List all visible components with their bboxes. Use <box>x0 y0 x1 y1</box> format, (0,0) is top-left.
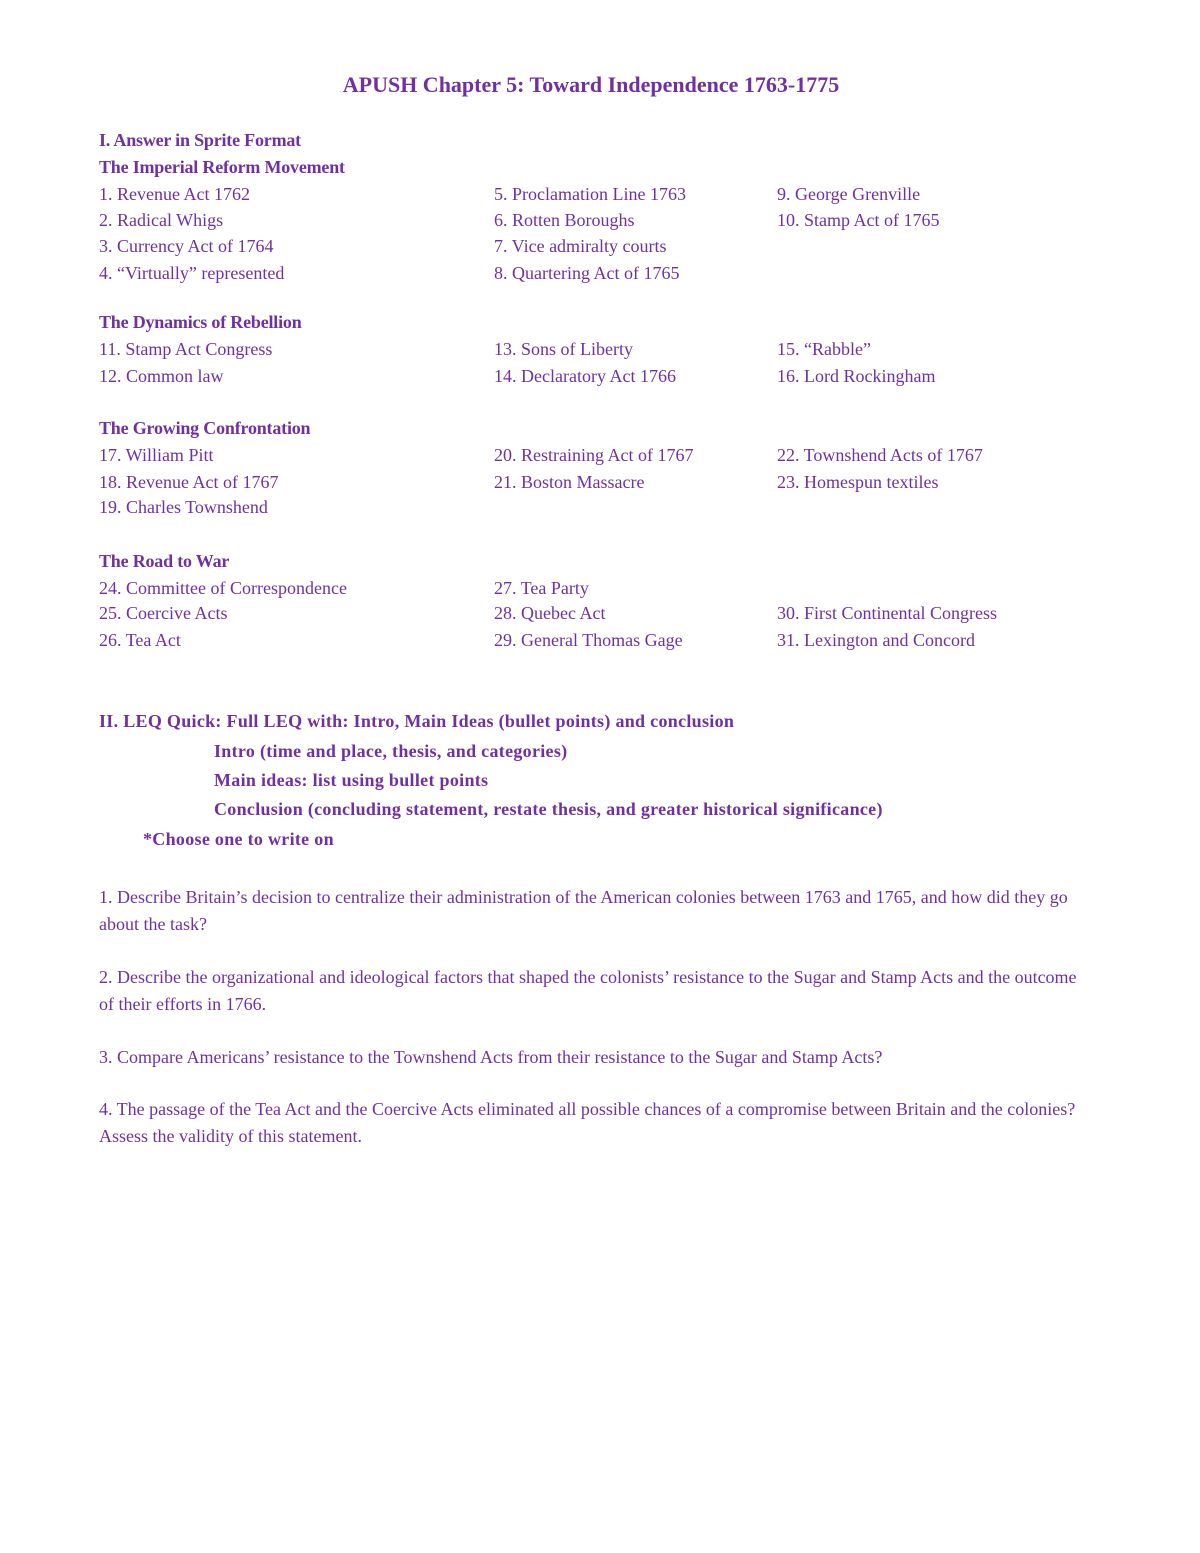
term-item: 11. Stamp Act Congress <box>99 339 273 359</box>
part2-heading: II. LEQ Quick: Full LEQ with: Intro, Main Ideas (bullet points) and conclusion <box>99 711 735 731</box>
choose-one-instruction: *Choose one to write on <box>143 829 334 849</box>
term-item: 28. Quebec Act <box>494 603 606 623</box>
term-item: 5. Proclamation Line 1763 <box>494 184 686 204</box>
leq-main-ideas-instruction: Main ideas: list using bullet points <box>214 770 489 790</box>
part1-heading: I. Answer in Sprite Format <box>99 130 301 150</box>
term-item: 23. Homespun textiles <box>777 472 939 492</box>
term-item: 26. Tea Act <box>99 630 181 650</box>
term-item: 13. Sons of Liberty <box>494 339 633 359</box>
term-item: 31. Lexington and Concord <box>777 630 975 650</box>
section-heading-growing-confrontation: The Growing Confrontation <box>99 418 311 438</box>
term-item: 15. “Rabble” <box>777 339 871 359</box>
term-item: 3. Currency Act of 1764 <box>99 236 274 256</box>
term-item: 1. Revenue Act 1762 <box>99 184 250 204</box>
term-item: 27. Tea Party <box>494 578 589 598</box>
term-item: 10. Stamp Act of 1765 <box>777 210 940 230</box>
term-item: 7. Vice admiralty courts <box>494 236 667 256</box>
term-item: 24. Committee of Correspondence <box>99 578 347 598</box>
term-item: 17. William Pitt <box>99 445 214 465</box>
term-item: 30. First Continental Congress <box>777 603 997 623</box>
term-item: 8. Quartering Act of 1765 <box>494 263 680 283</box>
term-item: 2. Radical Whigs <box>99 210 224 230</box>
document-title: APUSH Chapter 5: Toward Independence 1763-1775 <box>342 72 840 97</box>
term-item: 19. Charles Townshend <box>99 497 268 517</box>
term-item: 16. Lord Rockingham <box>777 366 936 386</box>
leq-intro-instruction: Intro (time and place, thesis, and categories) <box>214 741 568 761</box>
term-item: 20. Restraining Act of 1767 <box>494 445 694 465</box>
term-item: 18. Revenue Act of 1767 <box>99 472 279 492</box>
section-heading-road-to-war: The Road to War <box>99 551 230 571</box>
leq-question-4: 4. The passage of the Tea Act and the Coercive Acts eliminated all possible chances of a compromise between Britain and the colonies? Assess the validity of this statement. <box>99 1099 1076 1146</box>
leq-conclusion-instruction: Conclusion (concluding statement, restate thesis, and greater historical significance) <box>214 799 883 819</box>
term-item: 25. Coercive Acts <box>99 603 228 623</box>
term-item: 21. Boston Massacre <box>494 472 645 492</box>
section-heading-dynamics-rebellion: The Dynamics of Rebellion <box>99 312 302 332</box>
term-item: 4. “Virtually” represented <box>99 263 285 283</box>
term-item: 6. Rotten Boroughs <box>494 210 635 230</box>
term-item: 22. Townshend Acts of 1767 <box>777 445 983 465</box>
leq-question-1: 1. Describe Britain’s decision to centralize their administration of the American colonies between 1763 and 1765, and how did they go about the task? <box>99 887 1068 934</box>
section-heading-imperial-reform: The Imperial Reform Movement <box>99 157 345 177</box>
leq-question-3: 3. Compare Americans’ resistance to the Townshend Acts from their resistance to the Sugar and Stamp Acts? <box>99 1047 883 1067</box>
term-item: 12. Common law <box>99 366 224 386</box>
term-item: 9. George Grenville <box>777 184 921 204</box>
term-item: 14. Declaratory Act 1766 <box>494 366 676 386</box>
term-item: 29. General Thomas Gage <box>494 630 683 650</box>
leq-question-2: 2. Describe the organizational and ideological factors that shaped the colonists’ resistance to the Sugar and Stamp Acts and the outcome of their efforts in 1766. <box>99 967 1077 1014</box>
